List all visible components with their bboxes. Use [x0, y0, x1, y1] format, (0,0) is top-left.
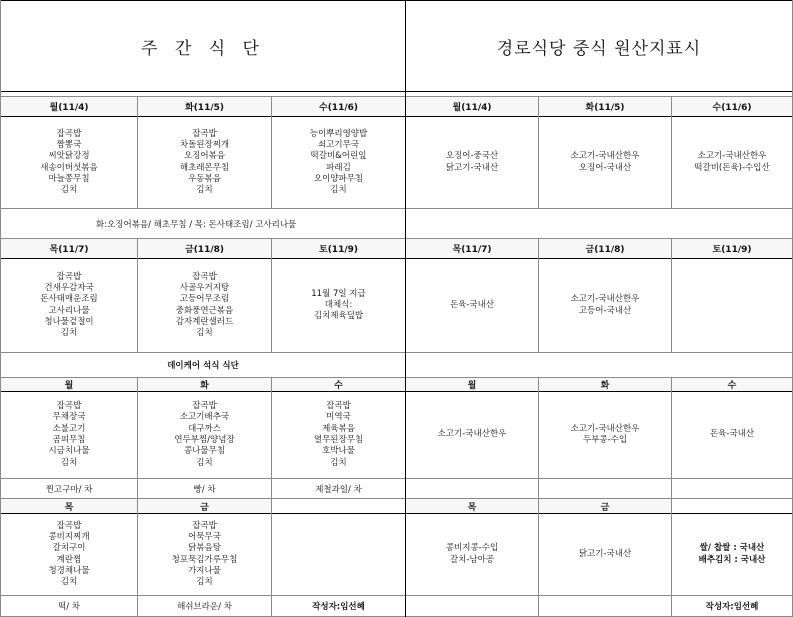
- menu-item: 가지나물: [188, 565, 221, 576]
- menu-item: 오이양파무침: [313, 173, 364, 184]
- origin-item: 고등어-국내산: [578, 305, 632, 316]
- menu-item: 잡곡밥: [56, 520, 82, 531]
- origin-thu: [406, 259, 538, 352]
- page-title: 주 간 식 단: [141, 38, 265, 59]
- menu-item: 대구까스: [188, 423, 221, 434]
- daycare-origin-thu: [406, 514, 538, 595]
- origin-tue: [539, 117, 671, 208]
- menu-item: 건새우감자국: [44, 282, 94, 293]
- daycare-header-tue: 화: [138, 378, 271, 391]
- menu-item: 김치: [196, 577, 213, 588]
- menu-item: 김치: [196, 185, 213, 196]
- origin-header-wed: 수(11/6): [672, 97, 792, 116]
- daycare-origin-fri: [539, 514, 671, 595]
- origin-header-tue: 화(11/5): [539, 97, 671, 116]
- menu-item: 고등어무조림: [179, 294, 230, 305]
- menu-item: 김치: [60, 457, 78, 468]
- menu-thu: [1, 259, 137, 352]
- menu-item: 잡곡밥: [56, 128, 82, 139]
- menu-item: 소고기배추국: [179, 412, 230, 423]
- origin-item: 돈육-국내산: [449, 299, 495, 310]
- origin-item: 소고기-국내산한우: [570, 423, 640, 434]
- menu-item: 잡곡밥: [56, 401, 82, 412]
- menu-item: 사골우거지탕: [179, 282, 230, 293]
- origin-item: 갈치-남아공: [449, 554, 495, 565]
- origin-title: 경로식당 중식 원산지표시: [496, 38, 702, 59]
- menu-item: 차돌된장찌개: [179, 139, 230, 150]
- menu-item: 잡곡밥: [192, 401, 217, 412]
- menu-item: 잡곡밥: [192, 271, 217, 282]
- daycare-menu-tue: [138, 392, 271, 478]
- day-header-sat: 토(11/9): [272, 239, 405, 258]
- day-header-fri: 금(11/8): [138, 239, 271, 258]
- menu-item: 떡갈비&어린잎: [310, 151, 367, 162]
- menu-item: 새송이버섯볶음: [40, 162, 98, 173]
- menu-item: 김치: [330, 457, 347, 468]
- menu-item: 콩나물무침: [183, 446, 226, 457]
- menu-item: 파래김: [326, 162, 351, 173]
- daycare-header-thu: 목: [1, 499, 137, 513]
- menu-item: 제육볶음: [322, 423, 355, 434]
- origin-header-thu: 목(11/7): [406, 239, 538, 258]
- menu-item: 미역국: [326, 412, 351, 423]
- origin-item: 소고기-국내산한우: [570, 294, 640, 305]
- menu-item: 열무된장무침: [313, 435, 364, 445]
- daycare-header-fri: 금: [138, 499, 271, 513]
- origin-item: 배추김치 : 국내산: [698, 554, 766, 565]
- menu-wed: [272, 117, 405, 208]
- origin-fri: [539, 259, 671, 352]
- daycare-menu-thu: [1, 514, 137, 595]
- menu-item: 고사리나물: [48, 305, 90, 316]
- author-label: 작성자:임선혜: [312, 602, 365, 612]
- menu-item: 어묵무국: [188, 531, 221, 542]
- day-header-tue: 화(11/5): [138, 97, 271, 116]
- snack-tue: 빵/ 차: [193, 484, 216, 495]
- menu-item: 무채장국: [52, 412, 86, 423]
- allergy-note: 화:오징어볶음/ 해초무침 / 목: 돈사태조림/ 고사리나물: [96, 219, 297, 230]
- origin-item: 돈육-국내산: [709, 429, 755, 440]
- origin-item: 소고기-국내산한우: [570, 151, 640, 162]
- origin-item: 떡갈비(돈육)-수입산: [694, 162, 770, 173]
- menu-item: 청포묵김가루무침: [171, 554, 238, 565]
- daycare-origin-tue: [539, 392, 671, 478]
- menu-item: 콩비지찌개: [48, 531, 90, 542]
- menu-item: 곰피무침: [52, 435, 86, 445]
- daycare-origin-header-thu: 목: [406, 499, 538, 513]
- origin-mon: [406, 117, 538, 208]
- menu-item: 잡곡밥: [56, 271, 82, 282]
- menu-item: 오징어볶음: [183, 151, 226, 162]
- menu-item: 계란찜: [56, 554, 82, 565]
- origin-item: 쌀/ 찹쌀 : 국내산: [699, 543, 765, 554]
- origin-item: 콩비지콩-수입: [445, 543, 499, 554]
- daycare-origin-wed: [672, 392, 792, 478]
- origin-wed: [672, 117, 792, 208]
- menu-item: 11월 7일 지급: [311, 288, 366, 299]
- daycare-origin-header-fri: 금: [539, 499, 671, 513]
- daycare-title: 데이케어 석식 식단: [167, 361, 239, 371]
- daycare-menu-fri: [138, 514, 271, 595]
- daycare-menu-wed: [272, 392, 405, 478]
- menu-item: 김치: [196, 457, 213, 468]
- menu-item: 김치: [196, 328, 213, 339]
- origin-item: 두부콩-수입: [582, 435, 628, 445]
- menu-item: 김치제육덮밥: [313, 311, 364, 322]
- day-header-wed: 수(11/6): [272, 97, 405, 116]
- menu-item: 닭볶음탕: [188, 543, 221, 554]
- origin-item: 소고기-국내산한우: [697, 151, 767, 162]
- daycare-origin-header-mon: 월: [406, 378, 538, 391]
- menu-fri: [138, 259, 271, 352]
- menu-item: 중화풍연근볶음: [175, 305, 234, 316]
- author-label-right: 작성자:임선혜: [705, 602, 759, 612]
- menu-item: 능이뿌리영양밥: [309, 128, 368, 139]
- origin-item: 오징어-중국산: [445, 151, 499, 162]
- menu-item: 시금치나물: [48, 446, 90, 457]
- origin-header-mon: 월(11/4): [406, 97, 538, 116]
- menu-item: 마늘쫑무침: [48, 173, 90, 184]
- origin-item: 닭고기-국내산: [578, 548, 632, 559]
- menu-sat: [272, 259, 405, 352]
- daycare-menu-mon: [1, 392, 137, 478]
- menu-item: 연두부찜/양념장: [174, 435, 235, 445]
- menu-mon: [1, 117, 137, 208]
- menu-item: 갈치구이: [52, 543, 86, 554]
- day-header-thu: 목(11/7): [1, 239, 137, 258]
- menu-item: 돈사태매운조림: [40, 294, 98, 305]
- menu-item: 청경채나물: [48, 565, 90, 576]
- snack-wed: 제철과일/ 차: [315, 484, 362, 495]
- daycare-origin-header-wed: 수: [672, 378, 792, 391]
- menu-item: 해초레몬무침: [179, 162, 230, 173]
- menu-item: 잡곡밥: [326, 401, 351, 412]
- rice-kimchi-origin: [672, 514, 792, 595]
- daycare-origin-mon: [406, 392, 538, 478]
- daycare-header-wed: 수: [272, 378, 405, 391]
- grid-line: [0, 91, 793, 92]
- menu-item: 짬뽕국: [56, 139, 82, 150]
- day-header-mon: 월(11/4): [1, 97, 137, 116]
- origin-item: 소고기-국내산한우: [437, 429, 507, 440]
- snack-mon: 찐고구마/ 차: [45, 484, 93, 495]
- menu-item: 대체식:: [324, 299, 353, 310]
- menu-item: 김치: [60, 577, 78, 588]
- origin-item: 닭고기-국내산: [445, 162, 499, 173]
- snack-fri: 해쉬브라운/ 차: [177, 602, 232, 612]
- daycare-origin-header-tue: 화: [539, 378, 671, 391]
- snack-thu: 떡/ 차: [58, 602, 80, 612]
- origin-item: 오징어-국내산: [578, 162, 632, 173]
- menu-tue: [138, 117, 271, 208]
- menu-item: 김치: [60, 185, 78, 196]
- daycare-header-mon: 월: [1, 378, 137, 391]
- menu-item: 쇠고기무국: [317, 139, 360, 150]
- menu-item: 김치: [60, 328, 78, 339]
- menu-item: 소불고기: [52, 423, 86, 434]
- menu-item: 잡곡밥: [192, 128, 217, 139]
- menu-item: 김치: [330, 185, 347, 196]
- menu-item: 우동볶음: [188, 173, 221, 184]
- origin-header-fri: 금(11/8): [539, 239, 671, 258]
- menu-item: 잡곡밥: [192, 520, 217, 531]
- menu-item: 감자계란샐러드: [175, 316, 234, 327]
- menu-item: 씨앗닭강정: [48, 151, 90, 162]
- menu-item: 청나물겉절이: [44, 316, 94, 327]
- menu-item: 호박나물: [322, 446, 355, 457]
- origin-header-sat: 토(11/9): [672, 239, 792, 258]
